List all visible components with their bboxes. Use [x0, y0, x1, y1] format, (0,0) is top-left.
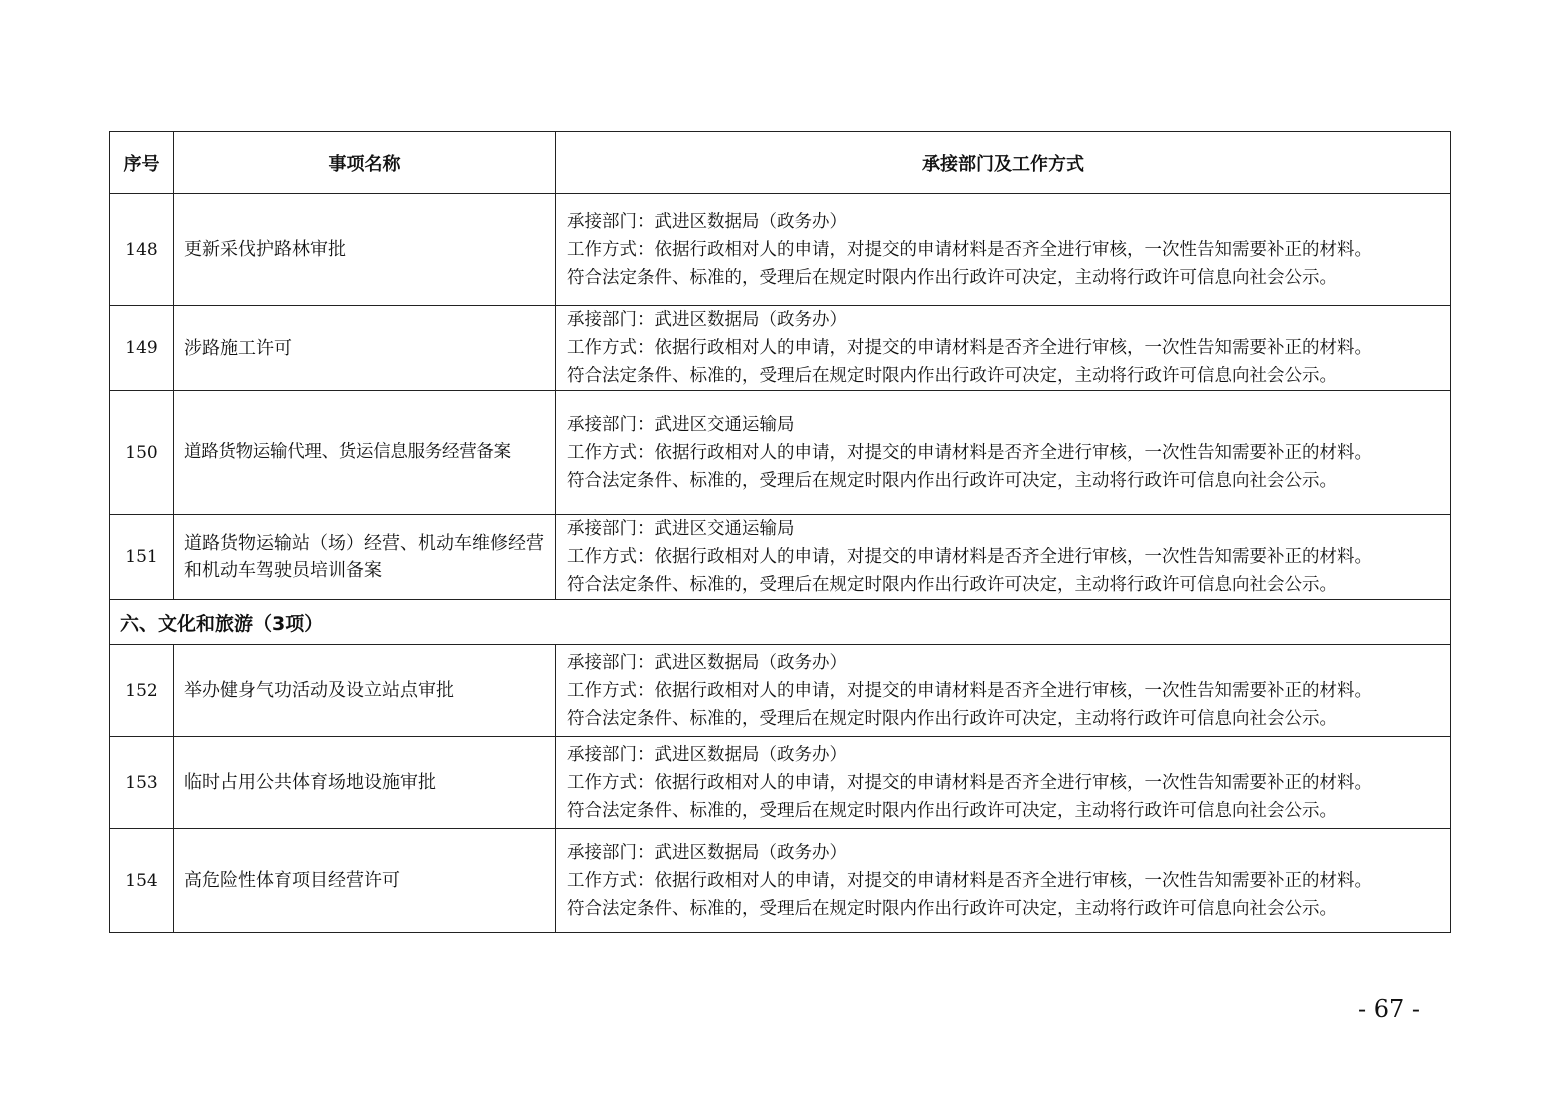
row-method: 工作方式：依据行政相对人的申请，对提交的申请材料是否齐全进行审核，一次性告知需要补正的材料。 [567, 772, 1372, 793]
row-method-2: 符合法定条件、标准的，受理后在规定时限内作出行政许可决定，主动将行政许可信息向社会公示。 [567, 898, 1337, 919]
row-name: 举办健身气功活动及设立站点审批 [174, 645, 556, 737]
table-row [110, 737, 1451, 829]
row-method: 工作方式：依据行政相对人的申请，对提交的申请材料是否齐全进行审核，一次性告知需要补正的材料。 [567, 870, 1372, 891]
items-table [109, 131, 1451, 933]
row-name: 高危险性体育项目经营许可 [174, 829, 556, 933]
row-desc [556, 645, 1451, 737]
row-method: 工作方式：依据行政相对人的申请，对提交的申请材料是否齐全进行审核，一次性告知需要补正的材料。 [567, 338, 1372, 358]
row-method-2: 符合法定条件、标准的，受理后在规定时限内作出行政许可决定，主动将行政许可信息向社会公示。 [567, 708, 1337, 729]
row-seq: 151 [110, 515, 174, 600]
row-method: 工作方式：依据行政相对人的申请，对提交的申请材料是否齐全进行审核，一次性告知需要补正的材料。 [567, 547, 1372, 567]
row-method-2: 符合法定条件、标准的，受理后在规定时限内作出行政许可决定，主动将行政许可信息向社会公示。 [567, 366, 1337, 386]
row-name: 道路货物运输站（场）经营、机动车维修经营和机动车驾驶员培训备案 [174, 515, 556, 600]
table-row [110, 515, 1451, 600]
row-method: 工作方式：依据行政相对人的申请，对提交的申请材料是否齐全进行审核，一次性告知需要补正的材料。 [567, 239, 1372, 260]
row-name: 更新采伐护路林审批 [174, 194, 556, 306]
table-row [110, 645, 1451, 737]
section-title: 六、文化和旅游（3项） [110, 600, 1451, 645]
page-number: - 67 - [1358, 995, 1421, 1023]
row-name: 涉路施工许可 [174, 306, 556, 391]
section-row [110, 600, 1451, 645]
row-seq: 152 [110, 645, 174, 737]
table-row [110, 194, 1451, 306]
header-name: 事项名称 [174, 132, 556, 194]
row-dept: 承接部门：武进区数据局（政务办） [567, 310, 847, 330]
table-row [110, 306, 1451, 391]
row-desc [556, 737, 1451, 829]
row-dept: 承接部门：武进区数据局（政务办） [567, 744, 847, 765]
row-method: 工作方式：依据行政相对人的申请，对提交的申请材料是否齐全进行审核，一次性告知需要补正的材料。 [567, 680, 1372, 701]
row-seq: 149 [110, 306, 174, 391]
table-row [110, 391, 1451, 515]
row-name: 临时占用公共体育场地设施审批 [174, 737, 556, 829]
row-seq: 148 [110, 194, 174, 306]
row-dept: 承接部门：武进区交通运输局 [567, 519, 795, 539]
row-dept: 承接部门：武进区数据局（政务办） [567, 652, 847, 673]
row-desc [556, 829, 1451, 933]
row-name: 道路货物运输代理、货运信息服务经营备案 [174, 391, 556, 515]
row-seq: 150 [110, 391, 174, 515]
row-seq: 153 [110, 737, 174, 829]
header-seq: 序号 [110, 132, 174, 194]
header-dept: 承接部门及工作方式 [556, 132, 1451, 194]
row-method-2: 符合法定条件、标准的，受理后在规定时限内作出行政许可决定，主动将行政许可信息向社会公示。 [567, 267, 1337, 288]
row-method-2: 符合法定条件、标准的，受理后在规定时限内作出行政许可决定，主动将行政许可信息向社会公示。 [567, 575, 1337, 595]
row-dept: 承接部门：武进区数据局（政务办） [567, 842, 847, 863]
table-header-row [110, 132, 1451, 194]
row-dept: 承接部门：武进区数据局（政务办） [567, 211, 847, 232]
row-seq: 154 [110, 829, 174, 933]
row-dept: 承接部门：武进区交通运输局 [567, 414, 795, 435]
row-desc [556, 515, 1451, 600]
row-desc [556, 306, 1451, 391]
row-desc [556, 391, 1451, 515]
table-row [110, 829, 1451, 933]
row-desc [556, 194, 1451, 306]
row-method-2: 符合法定条件、标准的，受理后在规定时限内作出行政许可决定，主动将行政许可信息向社会公示。 [567, 470, 1337, 491]
row-method-2: 符合法定条件、标准的，受理后在规定时限内作出行政许可决定，主动将行政许可信息向社会公示。 [567, 800, 1337, 821]
row-method: 工作方式：依据行政相对人的申请，对提交的申请材料是否齐全进行审核，一次性告知需要补正的材料。 [567, 442, 1372, 463]
